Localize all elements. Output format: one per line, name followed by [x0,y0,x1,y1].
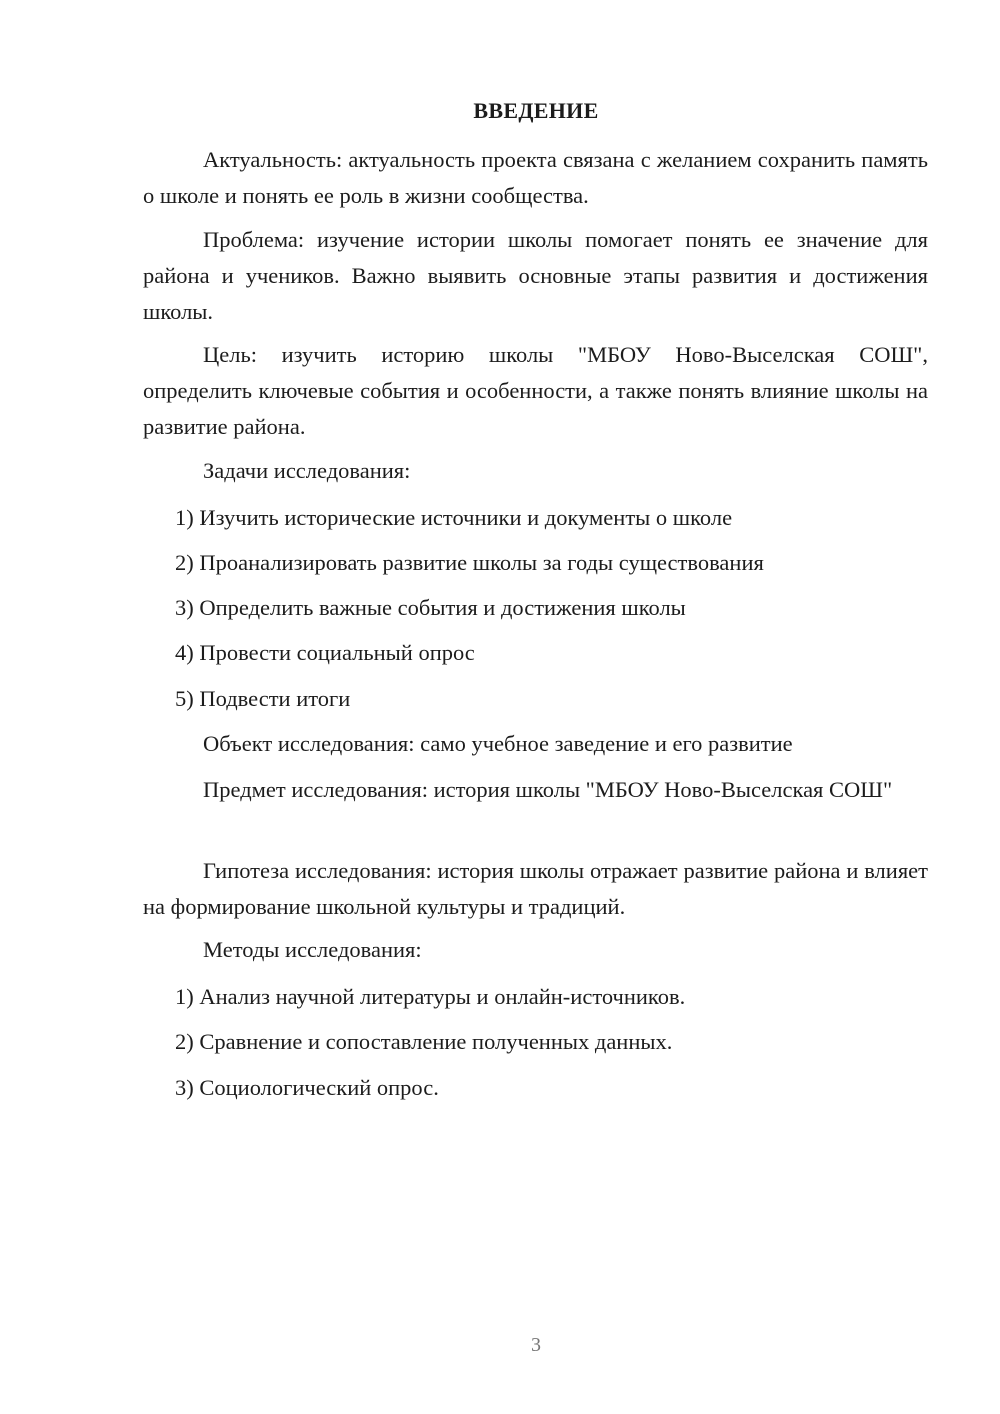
method-item-1: 1) Анализ научной литературы и онлайн-источников. [175,984,686,1009]
task-item-4: 4) Провести социальный опрос [175,640,475,665]
object-paragraph: Объект исследования: само учебное заведение и его развитие [203,731,793,756]
page-number: 3 [531,1334,541,1356]
task-item-3: 3) Определить важные события и достижения школы [175,595,686,620]
task-item-1: 1) Изучить исторические источники и документы о школе [175,505,733,530]
hypothesis-paragraph: Гипотеза исследования: история школы отражает развитие района и влияет на формирование школьной культуры и традиций. [143,858,928,919]
problem-paragraph: Проблема: изучение истории школы помогает понять ее значение для района и учеников. Важно выявить основные этапы развития и достижения школы. [143,227,928,324]
relevance-paragraph: Актуальность: актуальность проекта связана с желанием сохранить память о школе и понять ее роль в жизни сообщества. [143,147,928,208]
tasks-heading: Задачи исследования: [203,458,411,483]
subject-paragraph: Предмет исследования: история школы "МБОУ Ново-Выселская СОШ" [203,777,893,802]
task-item-2: 2) Проанализировать развитие школы за годы существования [175,550,764,575]
task-item-5: 5) Подвести итоги [175,686,351,711]
section-heading: ВВЕДЕНИЕ [473,98,599,123]
method-item-2: 2) Сравнение и сопоставление полученных данных. [175,1029,673,1054]
goal-paragraph: Цель: изучить историю школы "МБОУ Ново-Выселская СОШ", определить ключевые события и особенности, а также понять влияние школы на развитие района. [143,342,928,439]
methods-heading: Методы исследования: [203,937,422,962]
method-item-3: 3) Социологический опрос. [175,1075,439,1100]
